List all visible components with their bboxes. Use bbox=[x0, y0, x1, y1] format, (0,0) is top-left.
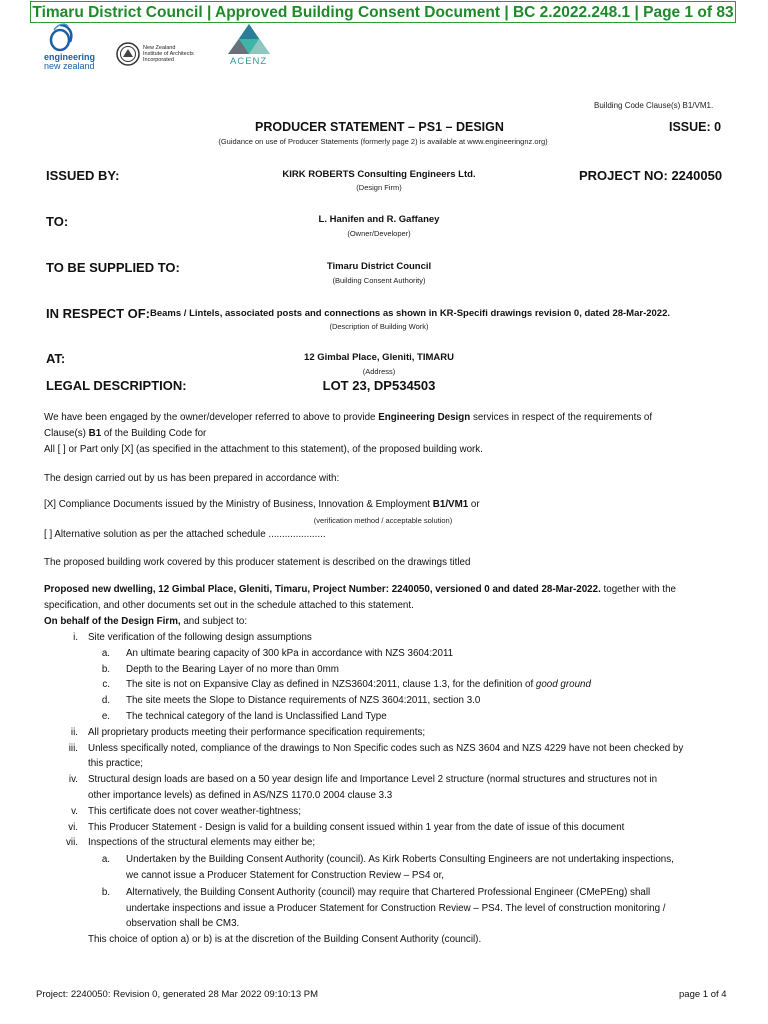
list-item bbox=[62, 772, 742, 788]
nzia-line-2: Institute of Architects bbox=[143, 51, 194, 57]
legal-description-value: LOT 23, DP534503 bbox=[322, 378, 436, 393]
list-item bbox=[62, 852, 742, 868]
issue-number: ISSUE: 0 bbox=[669, 120, 722, 134]
para1-line2-pre: Clause(s) bbox=[44, 428, 89, 439]
alternative-solution-line: [ ] Alternative solution as per the attached schedule ..................... bbox=[44, 529, 326, 540]
para1-post: services in respect of the requirements of bbox=[470, 412, 653, 423]
owner-caption: (Owner/Developer) bbox=[347, 229, 411, 238]
list-text: Structural design loads are based on a 50 year design life and Importance Level 2 structure (normal structures and structures not in bbox=[88, 774, 658, 786]
list-item bbox=[62, 804, 742, 820]
list-text: This certificate does not cover weather-tightness; bbox=[88, 805, 301, 817]
footer-page-number: page 1 of 4 bbox=[679, 989, 727, 1000]
list-num: i. bbox=[73, 632, 78, 643]
list-item bbox=[62, 662, 742, 678]
list-item-continuation bbox=[62, 901, 742, 917]
list-num: v. bbox=[71, 805, 78, 817]
para1-pre: We have been engaged by the owner/developer referred to above to provide bbox=[44, 412, 379, 423]
drawings-paragraph: The proposed building work covered by this producer statement is described on the drawings titled bbox=[44, 557, 471, 568]
list-text: we cannot issue a Producer Statement for Construction Review – PS4 or, bbox=[126, 869, 445, 881]
owner-name: L. Hanifen and R. Gaffaney bbox=[318, 214, 440, 225]
compliance-doc: B1/VM1 bbox=[432, 499, 469, 510]
discretion-note bbox=[62, 932, 742, 948]
footer-project-info: Project: 2240050: Revision 0, generated 28 Mar 2022 09:10:13 PM bbox=[36, 989, 319, 1000]
list-text: Depth to the Bearing Layer of no more than 0mm bbox=[126, 663, 339, 675]
para1-line2-post: of the Building Code for bbox=[101, 428, 207, 439]
list-num: ii. bbox=[70, 726, 78, 738]
list-text: this practice; bbox=[88, 758, 143, 770]
list-num: b. bbox=[101, 663, 110, 675]
list-text: observation shall be CM3. bbox=[126, 918, 240, 930]
legal-description-label: LEGAL DESCRIPTION: bbox=[46, 378, 187, 393]
proposed-work-post: together with the bbox=[600, 584, 676, 595]
list-item bbox=[62, 693, 742, 709]
nzia-logo bbox=[116, 42, 216, 70]
para1-line3: All [ ] or Part only [X] (as specified in the attachment to this statement), of the proposed building work. bbox=[44, 444, 483, 455]
project-number: PROJECT NO: 2240050 bbox=[579, 168, 723, 183]
list-text: The site meets the Slope to Distance requirements of NZS 3604:2011, section 3.0 bbox=[126, 695, 481, 707]
building-code-clause-ref: Building Code Clause(s) B1/VM1. bbox=[594, 101, 714, 110]
proposed-work-title: Proposed new dwelling, 12 Gimbal Place, Gleniti, Timaru, Project Number: 2240050, versioned 0 and dated 28-Mar-2022. bbox=[44, 584, 601, 595]
acenz-mark-icon bbox=[226, 22, 272, 56]
supplied-to-label: TO BE SUPPLIED TO: bbox=[46, 260, 180, 275]
list-item bbox=[62, 741, 742, 757]
engineering-logo-word: engineering bbox=[44, 52, 96, 62]
proposed-work-paragraph bbox=[44, 582, 676, 630]
site-address: 12 Gimbal Place, Gleniti, TIMARU bbox=[304, 352, 454, 363]
verification-caption: (verification method / acceptable solution) bbox=[313, 516, 453, 525]
design-firm-name: KIRK ROBERTS Consulting Engineers Ltd. bbox=[282, 169, 476, 180]
list-item bbox=[62, 885, 742, 901]
list-item bbox=[62, 709, 742, 725]
issued-by-label: ISSUED BY: bbox=[46, 168, 120, 183]
building-work-caption: (Description of Building Work) bbox=[329, 322, 429, 331]
list-text: Site verification of the following design assumptions bbox=[88, 632, 312, 643]
list-text: Undertaken by the Building Consent Authority (council). As Kirk Roberts Consulting Engineers are not undertaking inspections, bbox=[126, 854, 674, 866]
list-item bbox=[62, 677, 742, 693]
list-item bbox=[62, 820, 742, 836]
para1-bold: Engineering Design bbox=[378, 412, 471, 423]
list-item-continuation bbox=[62, 756, 742, 772]
list-item-continuation bbox=[62, 916, 742, 932]
acenz-word: ACENZ bbox=[230, 56, 268, 67]
list-num: d. bbox=[101, 695, 110, 707]
list-text: The site is not on Expansive Clay as defined in NZS3604:2011, clause 1.3, for the definition of bbox=[126, 679, 536, 691]
list-num: iii. bbox=[68, 742, 78, 754]
engagement-paragraph bbox=[44, 410, 652, 458]
nzia-line-3: Incorporated bbox=[143, 57, 174, 63]
list-text: The technical category of the land is Unclassified Land Type bbox=[126, 710, 387, 722]
list-item bbox=[62, 630, 742, 646]
para1-clause: B1 bbox=[88, 428, 102, 439]
list-text: This choice of option a) or b) is at the discretion of the Building Consent Authority (council). bbox=[88, 934, 482, 946]
list-num: iv. bbox=[68, 774, 78, 786]
guidance-note: (Guidance on use of Producer Statements (formerly page 2) is available at www.engineeringnz.org) bbox=[218, 137, 548, 146]
proposed-work-line2: specification, and other documents set out in the schedule attached to this statement. bbox=[44, 600, 414, 611]
nzia-line-1: New Zealand bbox=[143, 45, 176, 51]
address-caption: (Address) bbox=[362, 367, 396, 376]
list-text: All proprietary products meeting their performance specification requirements; bbox=[88, 726, 426, 738]
list-item-continuation bbox=[62, 868, 742, 884]
list-text: Alternatively, the Building Consent Authority (council) may require that Chartered Professional Engineer (CMePEng) shall bbox=[126, 886, 651, 898]
at-label: AT: bbox=[46, 351, 66, 366]
good-ground-term: good ground bbox=[535, 679, 591, 691]
list-num: c. bbox=[102, 679, 110, 691]
list-num: e. bbox=[101, 710, 110, 722]
consent-authority-caption: (Building Consent Authority) bbox=[332, 276, 426, 285]
approval-banner: Timaru District Council | Approved Building Consent Document | BC 2.2022.248.1 | Page 1 of 83 bbox=[30, 1, 736, 23]
to-label: TO: bbox=[46, 214, 69, 229]
list-text: other importance levels) as defined in AS/NZS 1170.0 2004 clause 3.3 bbox=[88, 789, 393, 801]
compliance-post: or bbox=[468, 499, 480, 510]
list-num: a. bbox=[101, 647, 110, 659]
list-num: vii. bbox=[66, 837, 78, 849]
in-respect-of-label: IN RESPECT OF: bbox=[46, 306, 151, 321]
design-accordance-paragraph: The design carried out by us has been prepared in accordance with: bbox=[44, 473, 340, 484]
document-title: PRODUCER STATEMENT – PS1 – DESIGN bbox=[255, 120, 504, 134]
list-num: b. bbox=[101, 886, 110, 898]
compliance-pre: [X] Compliance Documents issued by the Ministry of Business, Innovation & Employment bbox=[44, 499, 433, 510]
list-text: This Producer Statement - Design is valid for a building consent issued within 1 year from the date of issue of this document bbox=[88, 821, 625, 833]
compliance-line bbox=[44, 497, 480, 513]
list-item-continuation bbox=[62, 788, 742, 804]
list-text: Unless specifically noted, compliance of the drawings to Non Specific codes such as NZS 3604 and NZS 4229 have not been checked by bbox=[88, 742, 684, 754]
behalf-bold: On behalf of the Design Firm, bbox=[44, 616, 181, 627]
list-num: a. bbox=[101, 854, 110, 866]
design-firm-caption: (Design Firm) bbox=[356, 183, 402, 192]
list-text: Inspections of the structural elements may either be; bbox=[88, 837, 316, 849]
new-zealand-logo-word: new zealand bbox=[44, 61, 95, 71]
engineering-nz-logo bbox=[44, 22, 100, 71]
list-item bbox=[62, 835, 742, 851]
list-item bbox=[62, 646, 742, 662]
list-text: An ultimate bearing capacity of 300 kPa in accordance with NZS 3604:2011 bbox=[126, 647, 454, 659]
behalf-post: and subject to: bbox=[180, 616, 248, 627]
building-work-description: Beams / Lintels, associated posts and connections as shown in KR-Specifi drawings revision 0, dated 28-Mar-2022. bbox=[150, 308, 671, 319]
conditions-list bbox=[62, 630, 742, 948]
nzia-seal-icon bbox=[116, 42, 140, 66]
engineering-nz-logo-mark bbox=[44, 22, 84, 54]
acenz-logo bbox=[226, 22, 272, 70]
list-text: undertake inspections and issue a Producer Statement for Construction Review – PS4. The level of construction monitoring / bbox=[126, 902, 666, 914]
list-item bbox=[62, 725, 742, 741]
consent-authority-name: Timaru District Council bbox=[326, 261, 432, 272]
list-num: vi. bbox=[68, 821, 78, 833]
